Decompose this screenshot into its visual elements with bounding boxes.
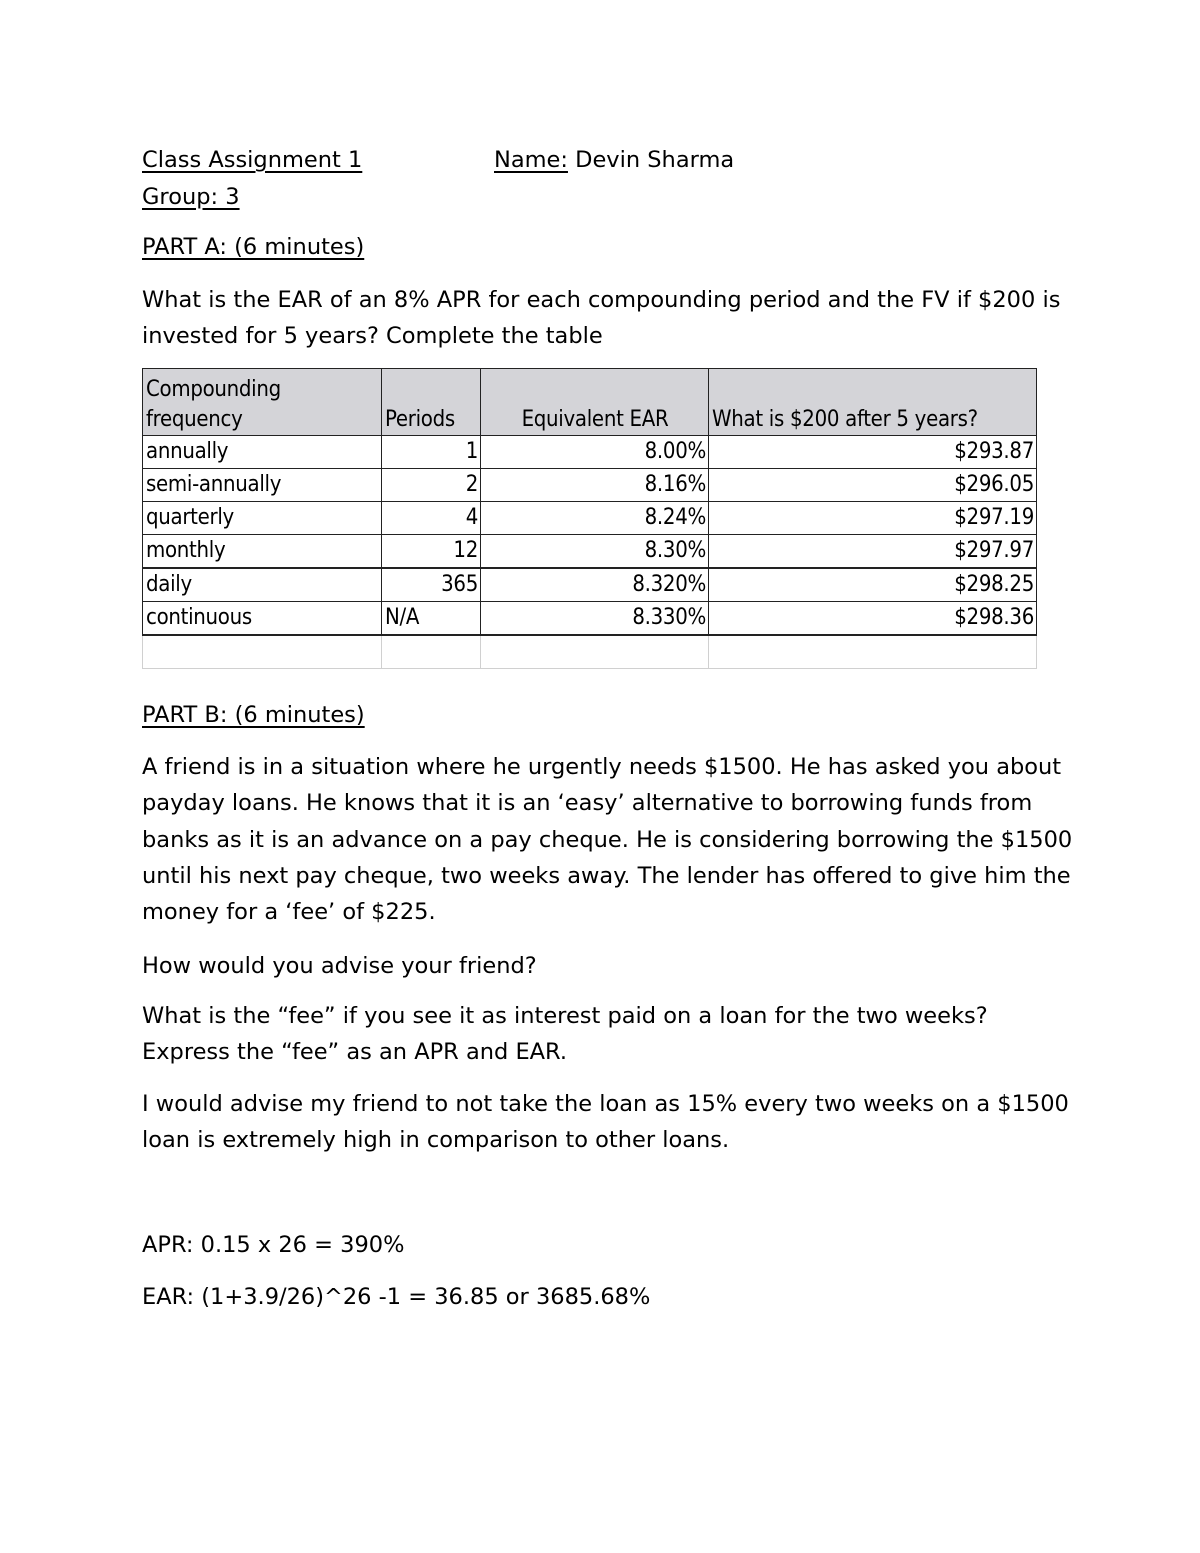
cell-frequency: annually [143,436,382,469]
part-b-heading: PART B: (6 minutes) [142,702,365,728]
group-label: Group: 3 [142,184,240,210]
header-frequency: Compounding frequency [143,369,382,436]
name-label: Name: [494,147,568,173]
table-row [143,436,1037,469]
cell-fv: $298.25 [709,568,1037,602]
cell-fv: $298.36 [709,602,1037,636]
cell-periods: N/A [382,602,481,636]
table-row [143,535,1037,569]
table-row [143,602,1037,636]
name-value: Devin Sharma [575,147,735,173]
question-advise: How would you advise your friend? [142,953,537,979]
cell-periods: 1 [382,436,481,469]
cell-frequency: continuous [143,602,382,636]
cell-periods: 12 [382,535,481,569]
cell-fv: $297.19 [709,502,1037,535]
cell-frequency: semi-annually [143,469,382,502]
table-row [143,502,1037,535]
cell-ear: 8.30% [481,535,709,569]
part-a-question [142,282,1061,355]
cell-ear: 8.330% [481,602,709,636]
part-a-question-line: invested for 5 years? Complete the table [142,323,603,350]
scenario-line: payday loans. He knows that it is an ‘easy’ alternative to borrowing funds from [142,790,1033,817]
answer-paragraph: I would advise my friend to not take the loan as 15% every two weeks on a $1500 loan is extremely high in comparison to other loans. [142,1091,1069,1154]
cell-fv: $297.97 [709,535,1037,569]
scenario-line: A friend is in a situation where he urgently needs $1500. He has asked you about [142,754,1062,780]
header-ear: Equivalent EAR [481,369,709,436]
cell-frequency: daily [143,568,382,602]
header-periods: Periods [382,369,481,436]
cell-frequency: monthly [143,535,382,569]
cell-ear: 8.16% [481,469,709,502]
table-row [143,469,1037,502]
cell-ear: 8.24% [481,502,709,535]
cell-ear: 8.320% [481,568,709,602]
scenario-line: until his next pay cheque, two weeks away. The lender has offered to give him the [142,862,1071,889]
table-header-row [143,369,1037,436]
cell-periods: 365 [382,568,481,602]
part-b-scenario [142,749,1073,930]
compounding-table [142,368,1037,669]
table-blank-row [143,635,1037,669]
cell-frequency: quarterly [143,502,382,535]
scenario-line: banks as it is an advance on a pay cheque. He is considering borrowing the $1500 [142,826,1073,853]
cell-periods: 4 [382,502,481,535]
ear-answer: EAR: (1+3.9/26)^26 -1 = 36.85 or 3685.68% [142,1284,651,1310]
header-fv: What is $200 after 5 years? [709,369,1037,436]
cell-periods: 2 [382,469,481,502]
question-fee: What is the “fee” if you see it as interest paid on a loan for the two weeks? Express the “fee” as an APR and EAR. [142,1003,988,1066]
apr-answer: APR: 0.15 x 26 = 390% [142,1232,405,1258]
scenario-line: money for a ‘fee’ of $225. [142,899,436,926]
part-a-question-line: What is the EAR of an 8% APR for each compounding period and the FV if $200 is [142,287,1061,313]
cell-ear: 8.00% [481,436,709,469]
cell-fv: $296.05 [709,469,1037,502]
cell-fv: $293.87 [709,436,1037,469]
table-row [143,568,1037,602]
assignment-title: Class Assignment 1 [142,147,363,173]
student-name [494,145,734,175]
part-a-heading: PART A: (6 minutes) [142,234,365,260]
